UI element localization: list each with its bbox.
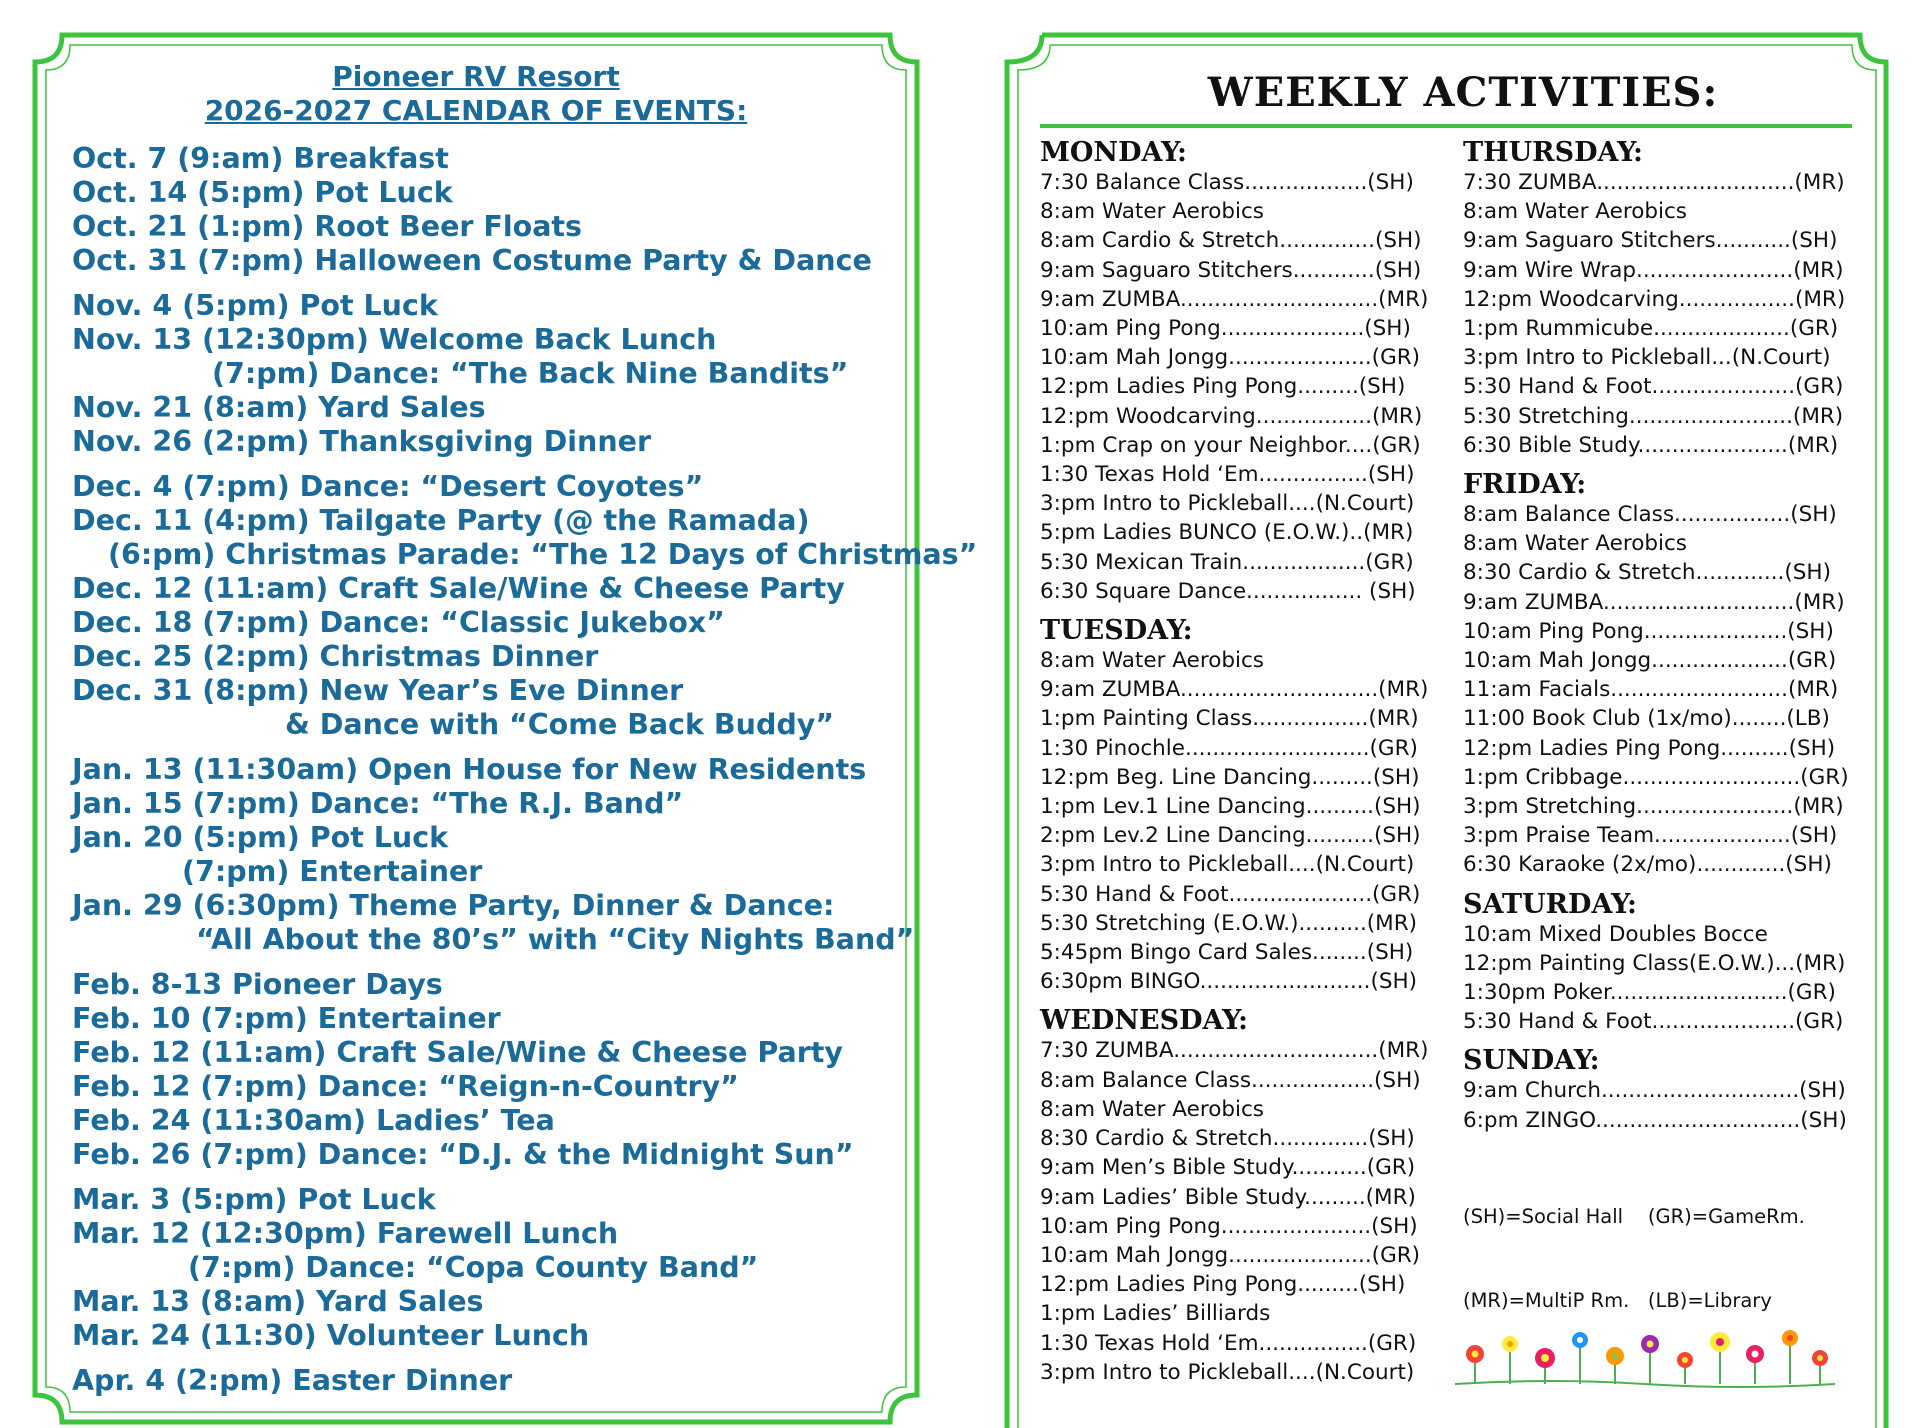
event-item: Feb. 8-13 Pioneer Days bbox=[72, 968, 443, 1001]
event-item: Dec. 12 (11:am) Craft Sale/Wine & Cheese Party bbox=[72, 572, 845, 605]
day-heading: THURSDAY: bbox=[1463, 137, 1644, 168]
activity-item: 5:30 Hand & Foot.....................(GR) bbox=[1040, 881, 1421, 907]
activity-item: 11:am Facials..........................(MR) bbox=[1463, 677, 1839, 703]
activity-item: 5:30 Mexican Train..................(GR) bbox=[1040, 549, 1414, 575]
activity-item: 10:am Mixed Doubles Bocce bbox=[1463, 921, 1768, 947]
activity-item: 1:30 Texas Hold ‘Em................(SH) bbox=[1040, 462, 1415, 488]
flower-icon bbox=[1746, 1345, 1764, 1384]
event-item: Dec. 25 (2:pm) Christmas Dinner bbox=[72, 640, 599, 673]
event-item: Mar. 24 (11:30) Volunteer Lunch bbox=[72, 1319, 590, 1352]
event-item: Jan. 29 (6:30pm) Theme Party, Dinner & Dance: bbox=[72, 889, 835, 922]
activity-item: 8:am Water Aerobics bbox=[1463, 531, 1687, 557]
event-item: Mar. 13 (8:am) Yard Sales bbox=[72, 1285, 484, 1318]
october-events bbox=[72, 142, 902, 278]
activity-item: 1:pm Lev.1 Line Dancing..........(SH) bbox=[1040, 794, 1421, 820]
title-divider bbox=[1040, 124, 1852, 128]
february-events bbox=[72, 968, 902, 1172]
activity-item: 10:am Mah Jongg.....................(GR) bbox=[1040, 345, 1421, 371]
activity-item: 3:pm Intro to Pickleball....(N.Court) bbox=[1040, 491, 1415, 517]
event-item: Mar. 3 (5:pm) Pot Luck bbox=[72, 1183, 436, 1216]
event-item: Feb. 12 (7:pm) Dance: “Reign-n-Country” bbox=[72, 1070, 739, 1103]
event-item: Jan. 13 (11:30am) Open House for New Residents bbox=[72, 753, 867, 786]
activity-item: 9:am Church.............................(SH) bbox=[1463, 1078, 1846, 1104]
activity-item: 1:30 Texas Hold ‘Em................(GR) bbox=[1040, 1330, 1417, 1356]
flower-icon bbox=[1677, 1352, 1693, 1384]
event-item: Nov. 26 (2:pm) Thanksgiving Dinner bbox=[72, 425, 652, 458]
event-item-continued: & Dance with “Come Back Buddy” bbox=[285, 708, 835, 741]
thursday-section bbox=[1463, 138, 1863, 460]
activity-item: 7:30 ZUMBA.............................(MR) bbox=[1463, 170, 1845, 195]
activity-item: 5:pm Ladies BUNCO (E.O.W.)..(MR) bbox=[1040, 520, 1414, 546]
activity-item: 8:am Balance Class..................(SH) bbox=[1040, 1067, 1421, 1093]
march-events bbox=[72, 1183, 902, 1353]
activity-item: 7:30 Balance Class..................(SH) bbox=[1040, 170, 1414, 195]
activity-item: 9:am Ladies’ Bible Study.........(MR) bbox=[1040, 1184, 1416, 1210]
flower-icon bbox=[1710, 1332, 1730, 1384]
activity-item: 10:am Ping Pong.....................(SH) bbox=[1040, 316, 1411, 342]
activity-item: 1:pm Cribbage..........................(GR) bbox=[1463, 764, 1849, 790]
activity-item: 3:pm Intro to Pickleball....(N.Court) bbox=[1040, 1359, 1415, 1385]
legend-line: (MR)=MultiP Rm. (LB)=Library bbox=[1463, 1288, 1772, 1312]
event-item: Nov. 13 (12:30pm) Welcome Back Lunch bbox=[72, 323, 717, 356]
day-heading: WEDNESDAY: bbox=[1040, 1005, 1248, 1037]
activity-item: 8:30 Cardio & Stretch..............(SH) bbox=[1040, 1126, 1415, 1152]
activity-item: 1:30 Pinochle...........................(GR) bbox=[1040, 735, 1418, 761]
activity-item: 1:pm Ladies’ Billiards bbox=[1040, 1301, 1271, 1327]
day-heading: MONDAY: bbox=[1040, 137, 1188, 168]
event-item: Feb. 26 (7:pm) Dance: “D.J. & the Midnight Sun” bbox=[72, 1138, 854, 1171]
activity-item: 1:30pm Poker..........................(GR) bbox=[1463, 980, 1836, 1006]
flower-decoration bbox=[1455, 1320, 1835, 1390]
activity-item: 6:pm ZINGO..............................(SH) bbox=[1463, 1107, 1847, 1133]
january-events bbox=[72, 753, 915, 957]
event-item: Mar. 12 (12:30pm) Farewell Lunch bbox=[72, 1217, 619, 1250]
event-item: Oct. 14 (5:pm) Pot Luck bbox=[72, 176, 453, 209]
sunday-section bbox=[1463, 1046, 1863, 1134]
activity-item: 3:pm Praise Team....................(SH) bbox=[1463, 823, 1838, 849]
resort-name: Pioneer RV Resort bbox=[332, 60, 620, 93]
activity-item: 5:45pm Bingo Card Sales........(SH) bbox=[1040, 940, 1414, 966]
activity-item: 6:30 Bible Study......................(MR) bbox=[1463, 432, 1839, 458]
activity-item: 2:pm Lev.2 Line Dancing..........(SH) bbox=[1040, 823, 1421, 849]
november-events bbox=[72, 289, 902, 459]
activity-item: 8:am Water Aerobics bbox=[1463, 199, 1687, 225]
event-item-continued: “All About the 80’s” with “City Nights Band” bbox=[196, 923, 915, 956]
monday-section bbox=[1040, 138, 1440, 606]
activity-item: 12:pm Painting Class(E.O.W.)...(MR) bbox=[1463, 950, 1846, 976]
event-item: Oct. 31 (7:pm) Halloween Costume Party & Dance bbox=[72, 244, 872, 277]
activity-item: 10:am Mah Jongg.....................(GR) bbox=[1040, 1242, 1421, 1268]
activity-item: 9:am Saguaro Stitchers...........(SH) bbox=[1463, 228, 1838, 254]
activity-item: 9:am ZUMBA............................(MR) bbox=[1463, 589, 1845, 615]
activity-item: 10:am Ping Pong......................(SH) bbox=[1040, 1213, 1418, 1239]
event-item-continued: (7:pm) Dance: “The Back Nine Bandits” bbox=[212, 357, 849, 390]
activity-item: 12:pm Ladies Ping Pong.........(SH) bbox=[1040, 1272, 1406, 1298]
event-item: Jan. 20 (5:pm) Pot Luck bbox=[72, 821, 449, 854]
activity-item: 10:am Ping Pong.....................(SH) bbox=[1463, 618, 1834, 644]
activity-item: 10:am Mah Jongg....................(GR) bbox=[1463, 648, 1837, 674]
event-item-continued: (7:pm) Entertainer bbox=[182, 855, 483, 888]
activity-item: 1:pm Rummicube....................(GR) bbox=[1463, 316, 1839, 342]
weekly-column-right bbox=[1463, 138, 1863, 1371]
day-heading: SUNDAY: bbox=[1463, 1045, 1600, 1077]
event-item: Oct. 7 (9:am) Breakfast bbox=[72, 142, 449, 175]
activity-item: 9:am Wire Wrap.......................(MR) bbox=[1463, 257, 1844, 283]
calendar-header bbox=[50, 60, 902, 128]
activity-item: 3:pm Intro to Pickleball....(N.Court) bbox=[1040, 852, 1415, 878]
event-item: Apr. 4 (2:pm) Easter Dinner bbox=[72, 1364, 513, 1397]
activity-item: 3:pm Stretching.......................(MR) bbox=[1463, 794, 1844, 820]
activity-item: 8:am Balance Class.................(SH) bbox=[1463, 502, 1837, 528]
activity-item: 9:am ZUMBA.............................(MR) bbox=[1040, 677, 1429, 703]
activity-item: 1:pm Crap on your Neighbor....(GR) bbox=[1040, 432, 1421, 458]
activity-item: 8:30 Cardio & Stretch.............(SH) bbox=[1463, 560, 1831, 586]
saturday-section bbox=[1463, 890, 1863, 1037]
activity-item: 8:am Water Aerobics bbox=[1040, 199, 1264, 225]
weekly-title: WEEKLY ACTIVITIES: bbox=[1207, 69, 1719, 116]
december-events bbox=[72, 470, 978, 742]
weekly-panel bbox=[1040, 68, 1860, 1408]
grass-line bbox=[1455, 1381, 1835, 1387]
flower-icon bbox=[1572, 1332, 1588, 1384]
event-item: Nov. 4 (5:pm) Pot Luck bbox=[72, 289, 438, 322]
event-item: Nov. 21 (8:am) Yard Sales bbox=[72, 391, 486, 424]
weekly-column-left bbox=[1040, 138, 1440, 1387]
flower-icon bbox=[1535, 1348, 1555, 1384]
activity-item: 6:30 Square Dance................. (SH) bbox=[1040, 578, 1416, 604]
activity-item: 12:pm Ladies Ping Pong.........(SH) bbox=[1040, 374, 1406, 400]
legend-line: (SH)=Social Hall (GR)=GameRm. bbox=[1463, 1204, 1805, 1228]
activity-item: 5:30 Stretching........................(MR) bbox=[1463, 403, 1844, 429]
activity-item: 3:pm Intro to Pickleball...(N.Court) bbox=[1463, 345, 1831, 371]
event-item: Jan. 15 (7:pm) Dance: “The R.J. Band” bbox=[72, 787, 684, 820]
flower-icon bbox=[1502, 1336, 1518, 1384]
event-item: Dec. 31 (8:pm) New Year’s Eve Dinner bbox=[72, 674, 684, 707]
activity-item: 8:am Cardio & Stretch..............(SH) bbox=[1040, 228, 1422, 254]
event-item: Feb. 12 (11:am) Craft Sale/Wine & Cheese Party bbox=[72, 1036, 843, 1069]
flower-icon bbox=[1466, 1345, 1484, 1384]
activity-item: 9:am Saguaro Stitchers............(SH) bbox=[1040, 257, 1422, 283]
event-item: Dec. 11 (4:pm) Tailgate Party (@ the Ramada) bbox=[72, 504, 810, 537]
activity-item: 9:am ZUMBA.............................(MR) bbox=[1040, 286, 1429, 312]
event-item-continued: (6:pm) Christmas Parade: “The 12 Days of Christmas” bbox=[108, 538, 978, 571]
event-item-continued: (7:pm) Dance: “Copa County Band” bbox=[188, 1251, 759, 1284]
calendar-title: 2026-2027 CALENDAR OF EVENTS: bbox=[204, 94, 748, 127]
day-heading: TUESDAY: bbox=[1040, 615, 1193, 647]
activity-item: 5:30 Hand & Foot.....................(GR) bbox=[1463, 374, 1844, 400]
tuesday-section bbox=[1040, 616, 1440, 996]
activity-item: 8:am Water Aerobics bbox=[1040, 1096, 1264, 1122]
activity-item: 5:30 Stretching (E.O.W.)..........(MR) bbox=[1040, 910, 1418, 936]
activity-item: 6:30 Karaoke (2x/mo).............(SH) bbox=[1463, 852, 1832, 878]
calendar-panel bbox=[72, 60, 978, 1420]
activity-item: 12:pm Woodcarving.................(MR) bbox=[1040, 403, 1423, 429]
activity-item: 7:30 ZUMBA..............................(MR) bbox=[1040, 1038, 1429, 1064]
flower-icon bbox=[1641, 1335, 1659, 1384]
day-heading: SATURDAY: bbox=[1463, 888, 1637, 920]
april-events bbox=[72, 1364, 902, 1398]
activity-item: 6:30pm BINGO.........................(SH) bbox=[1040, 969, 1418, 995]
activity-item: 12:pm Ladies Ping Pong..........(SH) bbox=[1463, 735, 1836, 761]
event-item: Feb. 10 (7:pm) Entertainer bbox=[72, 1002, 501, 1035]
event-item: Dec. 18 (7:pm) Dance: “Classic Jukebox” bbox=[72, 606, 725, 639]
flower-icon bbox=[1606, 1347, 1624, 1384]
event-item: Oct. 21 (1:pm) Root Beer Floats bbox=[72, 210, 583, 243]
event-item: Dec. 4 (7:pm) Dance: “Desert Coyotes” bbox=[72, 470, 704, 503]
activity-item: 5:30 Hand & Foot.....................(GR) bbox=[1463, 1009, 1844, 1035]
activity-item: 12:pm Beg. Line Dancing.........(SH) bbox=[1040, 764, 1420, 790]
flower-icon bbox=[1782, 1330, 1798, 1384]
wednesday-section bbox=[1040, 1006, 1440, 1386]
activity-item: 11:00 Book Club (1x/mo)........(LB) bbox=[1463, 706, 1830, 732]
activity-item: 1:pm Painting Class.................(MR) bbox=[1040, 706, 1419, 732]
event-item: Feb. 24 (11:30am) Ladies’ Tea bbox=[72, 1104, 555, 1137]
friday-section bbox=[1463, 470, 1863, 880]
activity-item: 8:am Water Aerobics bbox=[1040, 648, 1264, 674]
flower-icon bbox=[1812, 1350, 1828, 1384]
activity-item: 12:pm Woodcarving.................(MR) bbox=[1463, 286, 1846, 312]
activity-item: 9:am Men’s Bible Study...........(GR) bbox=[1040, 1155, 1416, 1181]
day-heading: FRIDAY: bbox=[1463, 469, 1587, 501]
